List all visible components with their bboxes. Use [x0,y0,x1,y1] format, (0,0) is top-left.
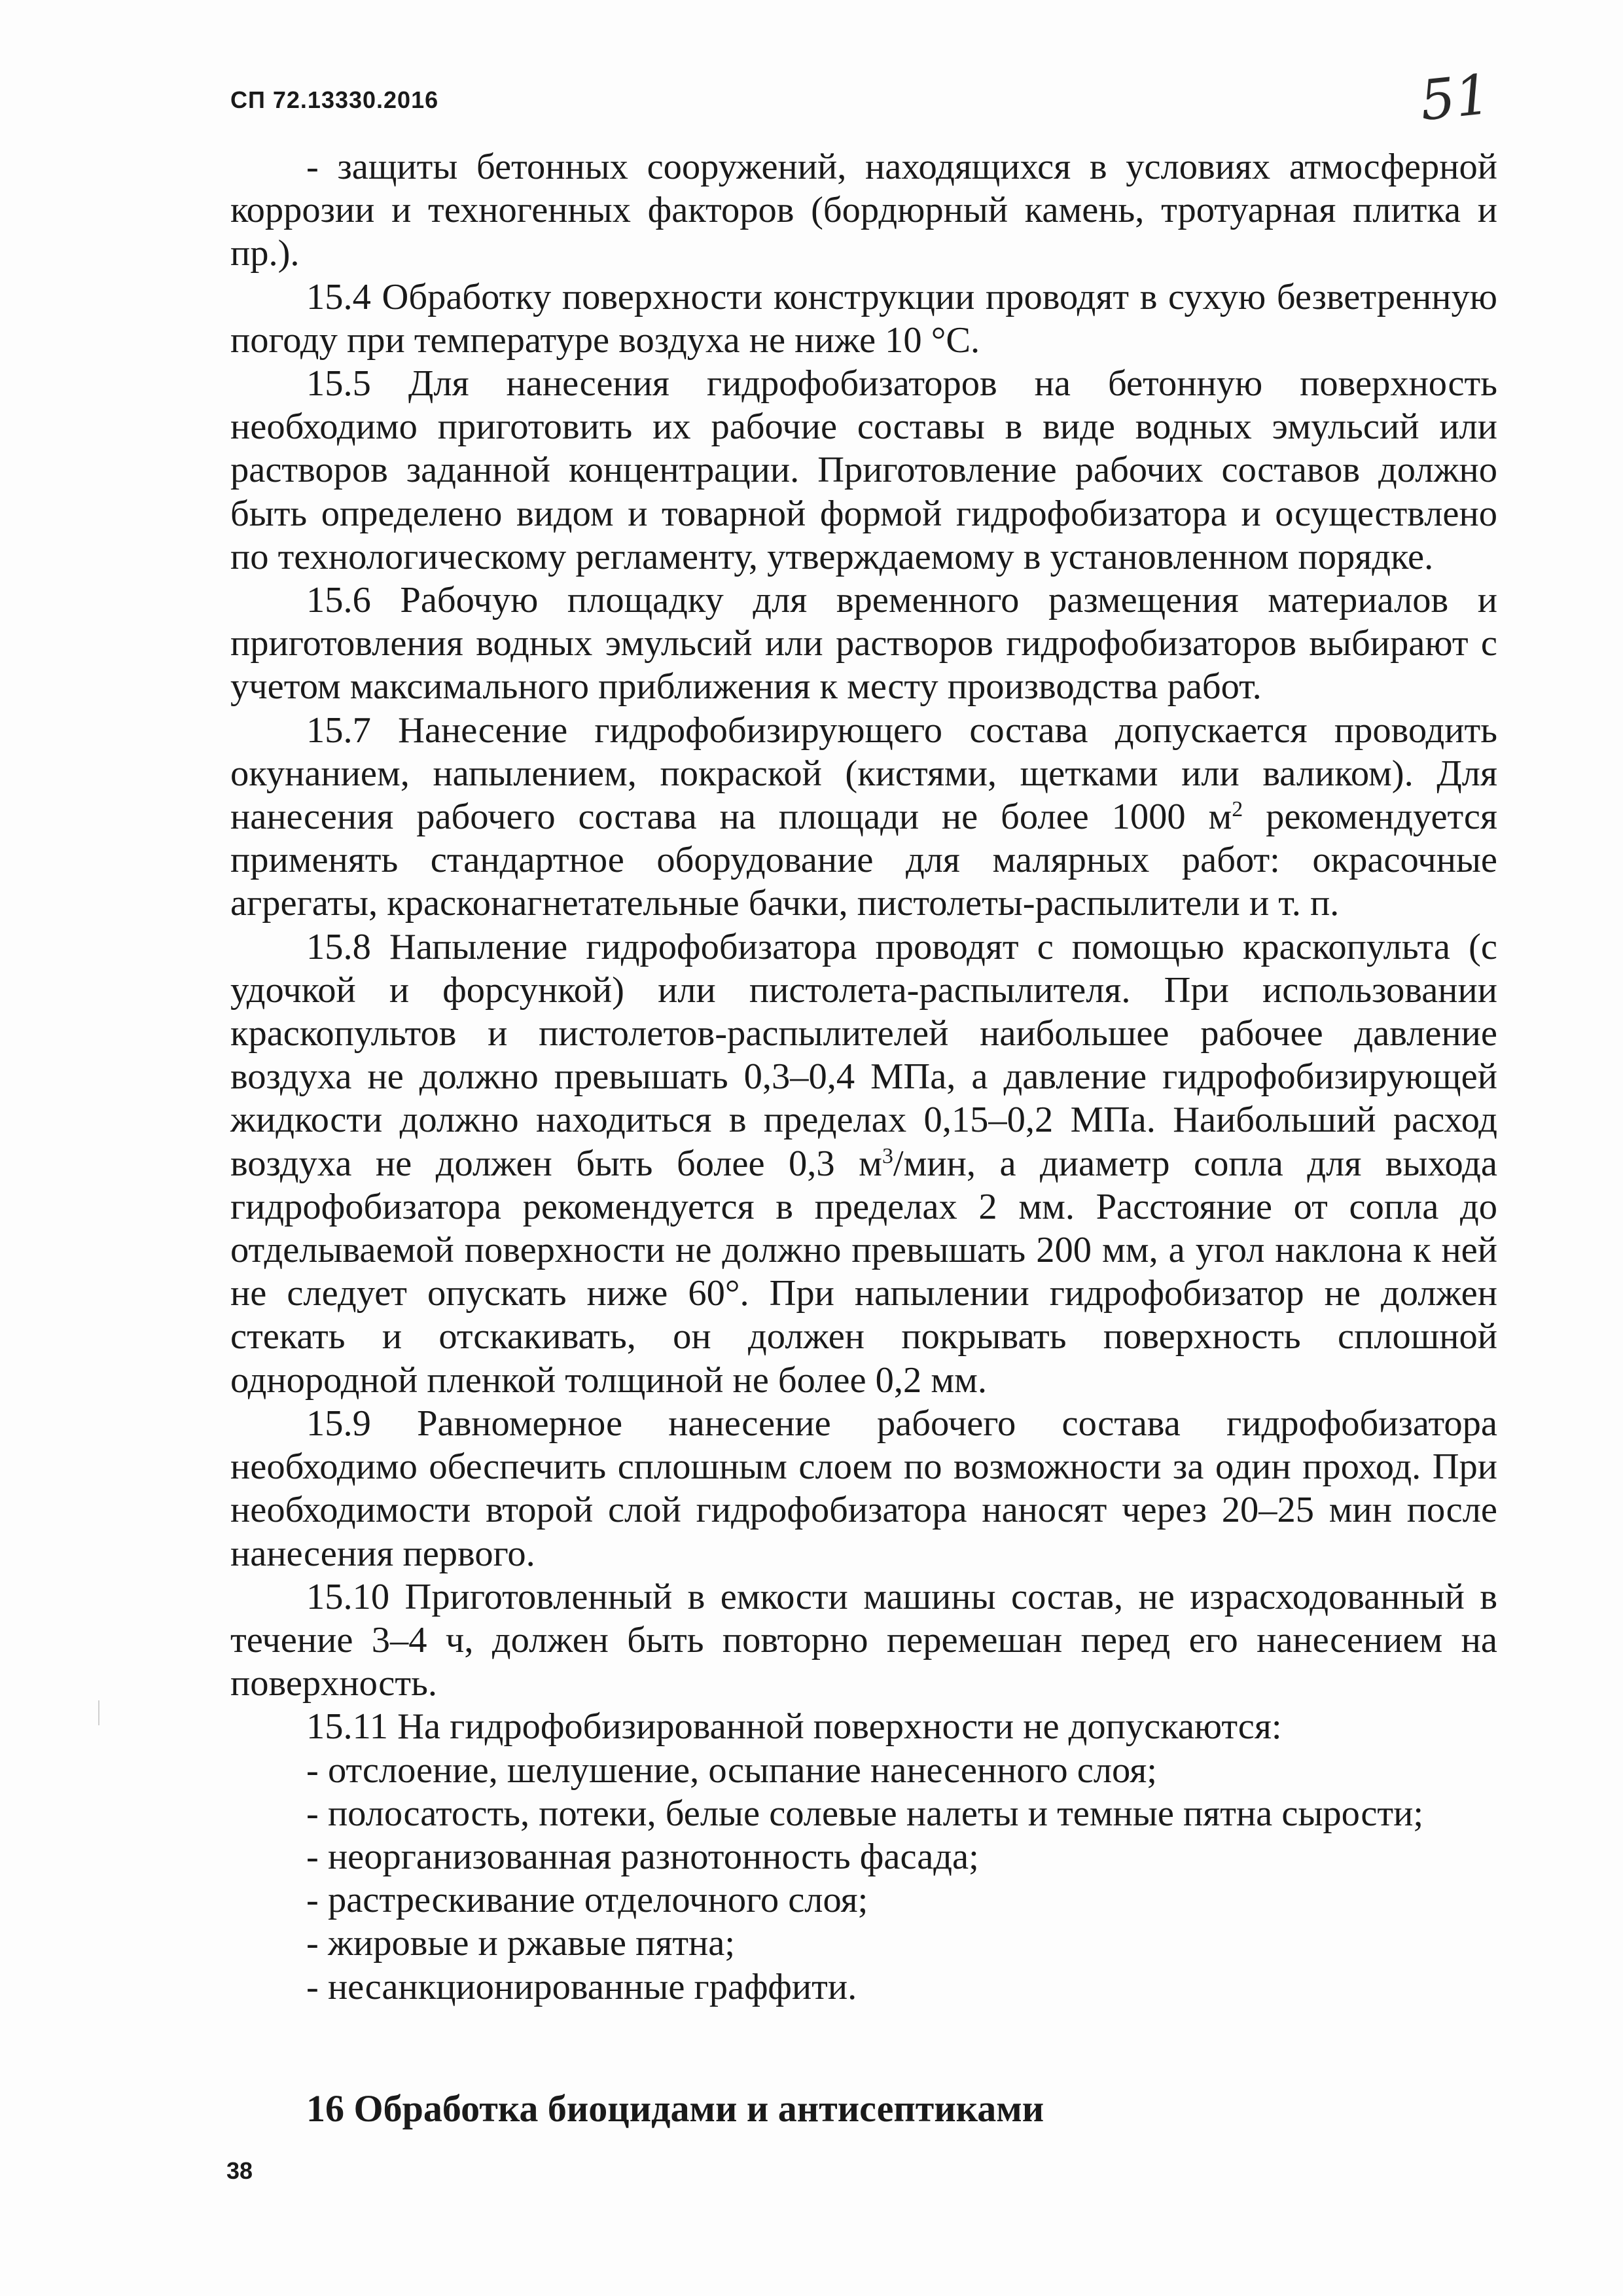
paragraph-15-8-part-1: 15.8 Напыление гидрофобизатора проводят с помощью краскопульта (с удочкой и форсункой) или пистолета-распылителя. При использовании краскопультов и пистолетов-распылителей наибольшее рабочее давление воздуха не должно превышать 0,3–0,4 МПа, а давление гидрофобизирующей жидкости должно находиться в пределах 0,15–0,2 МПа. Наибольший расход воздуха не должен быть более 0,3 м [230,926,1497,1184]
list-item: - растрескивание отделочного слоя; [306,1880,868,1921]
paragraph-15-7-part-2: рекомендуется применять стандартное оборудование для малярных работ: окрасочные агрегаты, красконагнетательные бачки, пистолеты-распылители и т. п. [230,797,1497,924]
list-item: - неорганизованная разнотонность фасада; [306,1836,979,1877]
handwritten-page-number: 51 [1417,62,1493,134]
superscript-square: 2 [1232,797,1243,822]
section-heading: 16 Обработка биоцидами и антисептиками [306,2087,1044,2130]
list-item: - несанкционированные граффити. [306,1966,857,2007]
paragraph-15-7 [230,709,1497,925]
paragraph-15-10: 15.10 Приготовленный в емкости машины состав, не израсходованный в течение 3–4 ч, должен быть повторно перемешан перед его нанесением на поверхность. [230,1576,1497,1704]
margin-mark [98,1700,99,1725]
document-code: СП 72.13330.2016 [230,86,439,113]
document-body [230,145,1497,2009]
page-number: 38 [226,2157,253,2184]
paragraph-15-9: 15.9 Равномерное нанесение рабочего состава гидрофобизатора необходимо обеспечить сплошным слоем по возможности за один проход. При необходимости второй слой гидрофобизатора наносят через 20–25 мин после нанесения первого. [230,1403,1497,1574]
paragraph-protection-list-tail: - защиты бетонных сооружений, находящихся в условиях атмосферной коррозии и техногенных факторов (бордюрный камень, тротуарная плитка и пр.). [230,147,1497,274]
paragraph-15-8 [230,925,1497,1402]
list-item: - полосатость, потеки, белые солевые налеты и темные пятна сырости; [306,1793,1424,1834]
list-item: - жировые и ржавые пятна; [306,1923,736,1964]
paragraph-15-4: 15.4 Обработку поверхности конструкции проводят в сухую безветренную погоду при температуре воздуха не ниже 10 °С. [230,276,1497,361]
paragraph-15-11: 15.11 На гидрофобизированной поверхности не допускаются: [306,1706,1282,1748]
list-item: - отслоение, шелушение, осыпание нанесенного слоя; [306,1749,1157,1791]
paragraph-15-7-part-1: 15.7 Нанесение гидрофобизирующего состава допускается проводить окунанием, напылением, покраской (кистями, щетками или валиком). Для нанесения рабочего состава на площади не более 1000 м [230,709,1497,838]
superscript-cube: 3 [882,1144,893,1169]
paragraph-15-6: 15.6 Рабочую площадку для временного размещения материалов и приготовления водных эмульсий или растворов гидрофобизаторов выбирают с учетом максимального приближения к месту производства работ. [230,580,1497,708]
paragraph-15-5: 15.5 Для нанесения гидрофобизаторов на бетонную поверхность необходимо приготовить их рабочие составы в виде водных эмульсий или растворов заданной концентрации. Приготовление рабочих составов должно быть определено видом и товарной формой гидрофобизатора и осуществлено по технологическому регламенту, утверждаемому в установленном порядке. [230,363,1497,577]
paragraph-15-8-part-2: /мин, а диаметр сопла для выхода гидрофобизатора рекомендуется в пределах 2 мм. Расстояние от сопла до отделываемой поверхности не должно превышать 200 мм, а угол наклона к ней не следует опускать ниже 60°. При напылении гидрофобизатор не должен стекать и отскакивать, он должен покрывать поверхность сплошной однородной пленкой толщиной не более 0,2 мм. [230,1143,1497,1401]
